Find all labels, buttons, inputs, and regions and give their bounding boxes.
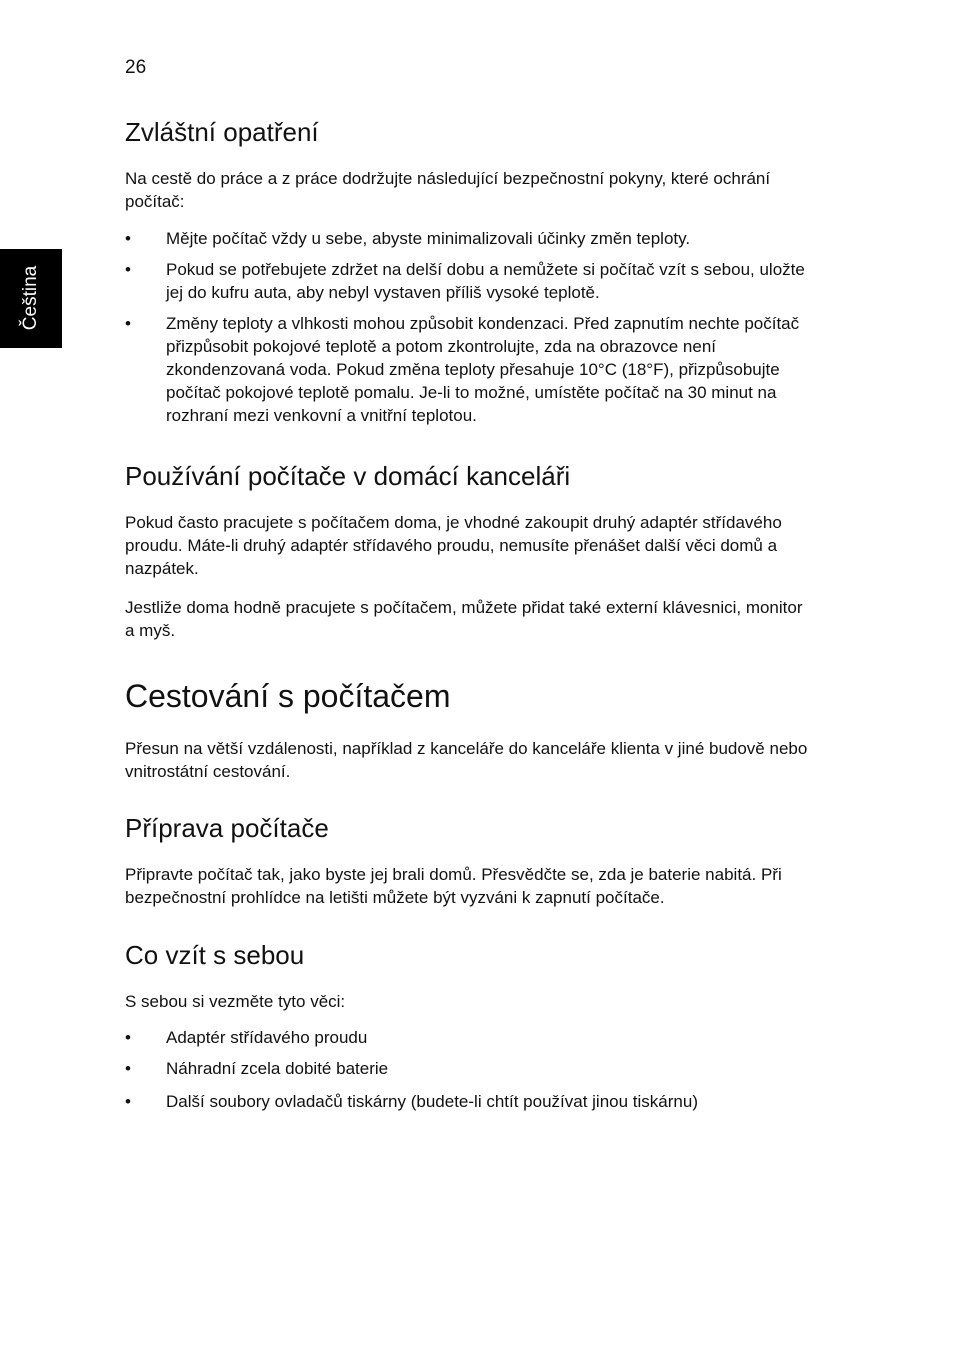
list-item	[125, 227, 815, 250]
chapter-title: Cestování s počítačem	[125, 678, 451, 714]
heading-what-to-bring: Co vzít s sebou	[125, 940, 305, 970]
list-item	[125, 258, 815, 304]
heading-special-precautions: Zvláštní opatření	[125, 117, 319, 147]
bullet-icon: •	[125, 314, 131, 333]
bullet-icon: •	[125, 1059, 131, 1078]
list-item	[125, 1090, 815, 1113]
list-item-text: Náhradní zcela dobité baterie	[166, 1059, 389, 1078]
bullet-icon: •	[125, 1028, 131, 1047]
special-precautions-intro: Na cestě do práce a z práce dodržujte následující bezpečnostní pokyny, které ochrání počítač:	[125, 169, 771, 211]
list-item	[125, 312, 815, 427]
what-to-bring-list	[125, 1026, 815, 1113]
list-item-text: Změny teploty a vlhkosti mohou způsobit kondenzaci. Před zapnutím nechte počítač přizpůsobit pokojové teplotě a potom zkontrolujte, zda na obrazovce není zkondenzovaná voda. Pokud změna teploty přesahuje 10°C (18°F), přizpůsobujte počítač pokojové teplotě pomalu. Je-li to možné, umístěte počítač na 30 minut na rozhraní mezi venkovní a vnitřní teplotou.	[166, 314, 800, 425]
page-number: 26	[125, 57, 147, 78]
list-item-text: Pokud se potřebujete zdržet na delší dobu a nemůžete si počítač vzít s sebou, uložte jej do kufru auta, aby nebyl vystaven příliš vysoké teplotě.	[166, 260, 805, 302]
list-item	[125, 1057, 815, 1080]
list-item	[125, 1026, 815, 1049]
special-precautions-list	[125, 227, 815, 427]
prepare-computer-text: Připravte počítač tak, jako byste jej brali domů. Přesvědčte se, zda je baterie nabitá. Při bezpečnostní prohlídce na letišti můžete být vyzváni k zapnutí počítače.	[125, 865, 782, 907]
home-office-paragraph-2: Jestliže doma hodně pracujete s počítačem, můžete přidat také externí klávesnici, monitor a myš.	[125, 598, 803, 640]
list-item-text: Mějte počítač vždy u sebe, abyste minimalizovali účinky změn teploty.	[166, 229, 691, 248]
heading-prepare-computer: Příprava počítače	[125, 813, 329, 843]
list-item-text: Adaptér střídavého proudu	[166, 1028, 368, 1047]
language-tab	[0, 249, 62, 348]
what-to-bring-intro: S sebou si vezměte tyto věci:	[125, 992, 346, 1011]
home-office-paragraph-1: Pokud často pracujete s počítačem doma, je vhodné zakoupit druhý adaptér střídavého proudu. Máte-li druhý adaptér střídavého proudu, nemusíte přenášet další věci domů a nazpátek.	[125, 513, 782, 578]
list-item-text: Další soubory ovladačů tiskárny (budete-li chtít používat jinou tiskárnu)	[166, 1092, 698, 1111]
bullet-icon: •	[125, 1092, 131, 1111]
bullet-icon: •	[125, 260, 131, 279]
chapter-intro: Přesun na větší vzdálenosti, například z kanceláře do kanceláře klienta v jiné budově nebo vnitrostátní cestování.	[125, 739, 808, 781]
language-tab-label: Čeština	[20, 265, 41, 331]
heading-home-office: Používání počítače v domácí kanceláři	[125, 461, 571, 491]
bullet-icon: •	[125, 229, 131, 248]
